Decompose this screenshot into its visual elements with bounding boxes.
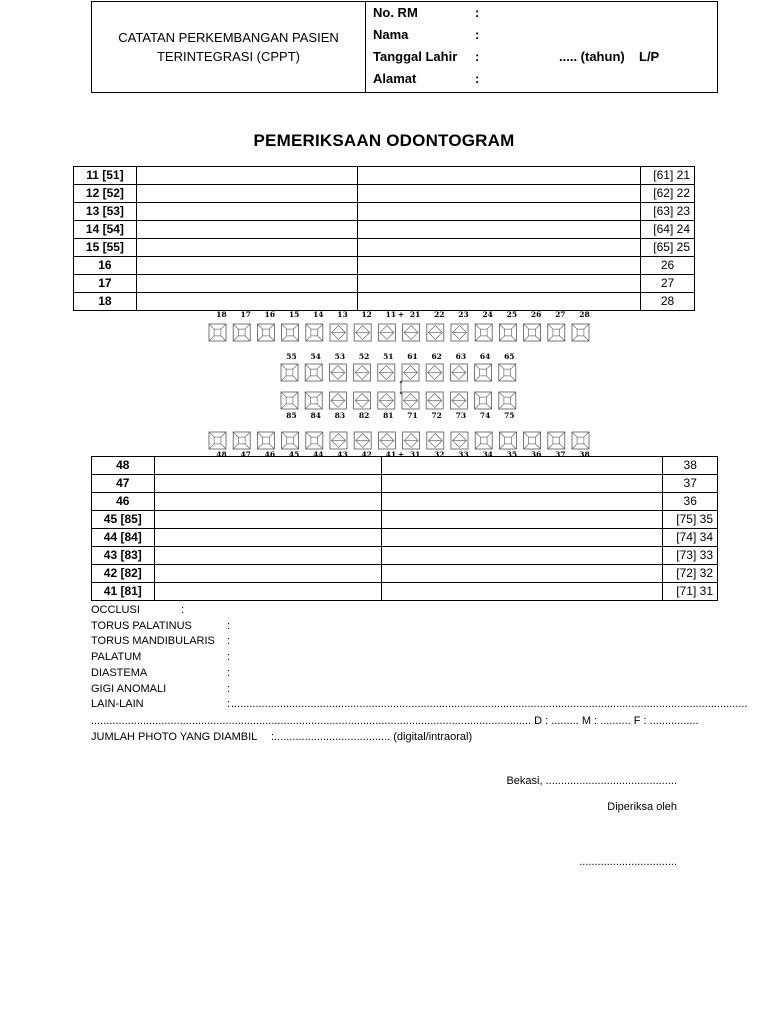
tooth-chart[interactable] (330, 432, 347, 449)
form-title (92, 2, 366, 92)
tooth-number-left: 43 [83] (92, 547, 155, 565)
tooth-chart[interactable] (451, 432, 468, 449)
tooth-number-label: 44 (313, 450, 324, 458)
tooth-chart[interactable] (475, 392, 492, 409)
patient-info-colon: : (475, 5, 480, 20)
dmf-line[interactable]: ................................................................................................................................................ D : ......... M : .......... F : ................ (91, 715, 699, 727)
table-row (74, 257, 695, 275)
tooth-number-label: 26 (530, 310, 542, 319)
tooth-chart[interactable] (282, 432, 299, 449)
tooth-number-label: 14 (313, 310, 324, 319)
exam-field (91, 619, 231, 633)
tooth-chart[interactable] (329, 392, 346, 409)
tooth-note-cell[interactable] (154, 565, 381, 583)
tooth-number-label: 54 (310, 352, 321, 361)
tooth-chart[interactable] (281, 364, 298, 381)
tooth-chart[interactable] (233, 324, 250, 341)
tooth-number-label: 38 (579, 450, 590, 458)
tooth-chart[interactable] (378, 432, 395, 449)
odontogram-diagram (205, 308, 597, 458)
exam-field (91, 666, 231, 680)
tooth-number-label: 55 (286, 352, 297, 361)
tooth-number-right: [63] 23 (641, 203, 695, 221)
tooth-chart[interactable] (329, 364, 346, 381)
tooth-chart[interactable] (403, 432, 420, 449)
tooth-number-right: [61] 21 (641, 167, 695, 185)
tooth-number-left: 48 (92, 457, 155, 475)
tooth-note-cell[interactable] (154, 493, 381, 511)
photo-count-label: JUMLAH PHOTO YANG DIAMBIL (91, 731, 258, 743)
tooth-chart[interactable] (427, 432, 444, 449)
tooth-number-label: 65 (504, 352, 515, 361)
tooth-note-cell[interactable] (154, 529, 381, 547)
tooth-number-label: 12 (361, 310, 372, 319)
tooth-chart[interactable] (499, 324, 516, 341)
patient-info (366, 2, 717, 92)
tooth-number-right: 37 (663, 475, 718, 493)
tooth-note-cell[interactable] (154, 547, 381, 565)
patient-header (91, 1, 718, 93)
page-title: PEMERIKSAAN ODONTOGRAM (253, 131, 515, 150)
tooth-chart[interactable] (282, 324, 299, 341)
patient-info-row (373, 47, 713, 67)
tooth-chart[interactable] (499, 432, 516, 449)
tooth-number-left: 42 [82] (92, 565, 155, 583)
tooth-number-left: 45 [85] (92, 511, 155, 529)
tooth-number-right: [65] 25 (641, 239, 695, 257)
tooth-chart[interactable] (499, 364, 516, 381)
exam-field (91, 603, 185, 617)
tooth-note-cell[interactable] (381, 475, 663, 493)
tooth-chart[interactable] (451, 324, 468, 341)
signature-line[interactable]: ................................ (579, 856, 677, 868)
tooth-number-label: 28 (579, 310, 590, 319)
form-title-line2: TERINTEGRASI (CPPT) (156, 49, 300, 64)
tooth-number-left: 14 [54] (74, 221, 137, 239)
tooth-note-cell[interactable] (136, 167, 357, 185)
tooth-number-label: 34 (482, 450, 493, 458)
tooth-chart[interactable] (572, 324, 589, 341)
form-title-line1: CATATAN PERKEMBANGAN PASIEN (118, 30, 339, 45)
tooth-number-label: 71 (407, 411, 418, 420)
tooth-number-label: 31 (409, 450, 421, 458)
tooth-note-cell[interactable] (357, 275, 640, 293)
tooth-chart[interactable] (233, 432, 250, 449)
tooth-number-label: 61 (407, 352, 418, 361)
tooth-number-label: 18 (216, 310, 227, 319)
tooth-chart[interactable] (330, 324, 347, 341)
table-row (74, 185, 695, 203)
tooth-note-cell[interactable] (136, 257, 357, 275)
tooth-chart[interactable] (524, 324, 541, 341)
upper-teeth-table (73, 166, 695, 311)
tooth-note-cell[interactable] (136, 221, 357, 239)
exam-field (91, 697, 748, 711)
tooth-note-cell[interactable] (357, 221, 640, 239)
tooth-chart[interactable] (354, 324, 371, 341)
tooth-number-label: 48 (216, 450, 227, 458)
table-row (74, 275, 695, 293)
sex-field[interactable]: L/P (639, 49, 660, 64)
exam-field-label: PALATUM (91, 651, 142, 664)
tooth-number-label: 11 (385, 310, 397, 319)
tooth-note-cell[interactable] (381, 583, 663, 601)
tooth-note-cell[interactable] (381, 529, 663, 547)
tooth-chart[interactable] (426, 364, 443, 381)
tooth-note-cell[interactable] (357, 203, 640, 221)
tooth-note-cell[interactable] (381, 511, 663, 529)
tooth-number-label: 41 (385, 450, 397, 458)
tooth-number-label: 22 (434, 310, 445, 319)
tooth-note-cell[interactable] (357, 239, 640, 257)
exam-field-colon: : (227, 698, 231, 711)
tooth-number-label: 62 (431, 352, 442, 361)
tooth-number-label: 24 (482, 310, 493, 319)
tooth-note-cell[interactable] (381, 493, 663, 511)
tooth-number-right: 27 (641, 275, 695, 293)
patient-info-colon: : (475, 49, 480, 64)
tooth-chart[interactable] (475, 364, 492, 381)
tooth-number-label: 47 (240, 450, 251, 458)
tooth-chart[interactable] (402, 392, 419, 409)
tooth-number-right: [72] 32 (663, 565, 718, 583)
exam-field (91, 650, 231, 664)
tooth-number-label: 81 (383, 411, 394, 420)
tooth-number-left: 46 (92, 493, 155, 511)
tooth-chart[interactable] (524, 432, 541, 449)
tooth-number-left: 13 [53] (74, 203, 137, 221)
tooth-chart[interactable] (548, 324, 565, 341)
tooth-note-cell[interactable] (154, 457, 381, 475)
patient-info-label: Tanggal Lahir (373, 49, 458, 64)
midline-mark: + (397, 450, 405, 458)
tooth-chart[interactable] (281, 392, 298, 409)
table-row (92, 547, 718, 565)
patient-info-colon: : (475, 27, 480, 42)
tooth-note-cell[interactable] (136, 275, 357, 293)
tooth-number-label: 13 (337, 310, 348, 319)
exam-field-label: TORUS MANDIBULARIS (91, 635, 215, 648)
tooth-number-left: 16 (74, 257, 137, 275)
tooth-number-label: 83 (334, 411, 346, 420)
tooth-number-right: [74] 34 (663, 529, 718, 547)
tooth-chart[interactable] (305, 364, 322, 381)
tooth-number-label: 33 (458, 450, 469, 458)
tooth-number-label: 27 (555, 310, 566, 319)
tooth-note-cell[interactable] (381, 457, 663, 475)
tooth-chart[interactable] (354, 364, 371, 381)
table-row (74, 203, 695, 221)
tooth-chart[interactable] (378, 392, 395, 409)
exam-field (91, 682, 231, 696)
exam-field-label: LAIN-LAIN (91, 698, 144, 711)
tooth-note-cell[interactable] (357, 185, 640, 203)
tooth-chart[interactable] (548, 432, 565, 449)
tooth-chart[interactable] (305, 392, 322, 409)
tooth-number-left: 11 [51] (74, 167, 137, 185)
tooth-number-label: 42 (361, 450, 372, 458)
tooth-note-cell[interactable] (357, 167, 640, 185)
exam-field-colon: : (227, 666, 231, 679)
tooth-number-label: 85 (286, 411, 297, 420)
tooth-note-cell[interactable] (381, 547, 663, 565)
place-date[interactable]: Bekasi, ........................................... (506, 775, 677, 787)
age-field[interactable]: ..... (tahun) (559, 49, 625, 64)
tooth-number-label: 15 (288, 310, 300, 319)
tooth-number-label: 37 (555, 450, 566, 458)
exam-field-label: TORUS PALATINUS (91, 619, 192, 632)
patient-info-row (373, 69, 713, 89)
tooth-number-label: 74 (479, 411, 491, 420)
tooth-chart[interactable] (306, 324, 323, 341)
table-row (92, 475, 718, 493)
tooth-number-label: 16 (264, 310, 276, 319)
exam-field-label: DIASTEMA (91, 666, 148, 679)
tooth-note-cell[interactable] (154, 583, 381, 601)
midline-dot (400, 381, 403, 384)
table-row (74, 221, 695, 239)
tooth-number-label: 63 (455, 352, 467, 361)
tooth-number-left: 15 [55] (74, 239, 137, 257)
tooth-note-cell[interactable] (381, 565, 663, 583)
exam-field-colon: : (181, 604, 185, 616)
exam-field-label: OCCLUSI (91, 604, 140, 616)
tooth-number-right: [71] 31 (663, 583, 718, 601)
tooth-chart[interactable] (499, 392, 516, 409)
tooth-number-label: 43 (337, 450, 348, 458)
table-row (74, 239, 695, 257)
tooth-number-label: 46 (264, 450, 276, 458)
tooth-chart[interactable] (378, 364, 395, 381)
tooth-chart[interactable] (426, 392, 443, 409)
tooth-number-label: 52 (358, 352, 370, 361)
exam-field-colon: : (227, 682, 231, 695)
tooth-chart[interactable] (475, 432, 492, 449)
tooth-number-label: 53 (334, 352, 346, 361)
tooth-chart[interactable] (450, 364, 467, 381)
exam-field (91, 634, 231, 648)
tooth-number-label: 84 (310, 411, 321, 420)
tooth-number-right: 36 (663, 493, 718, 511)
exam-field-colon: : (227, 619, 231, 632)
tooth-chart[interactable] (354, 392, 371, 409)
table-row (92, 493, 718, 511)
table-row (92, 565, 718, 583)
tooth-number-label: 73 (455, 411, 467, 420)
tooth-number-right: [75] 35 (663, 511, 718, 529)
tooth-note-cell[interactable] (154, 475, 381, 493)
exam-field-value[interactable]: ......................................................................................................................................................................... (231, 698, 748, 711)
tooth-number-right: [64] 24 (641, 221, 695, 239)
tooth-chart[interactable] (378, 324, 395, 341)
exam-field-colon: : (227, 635, 231, 648)
tooth-number-label: 82 (358, 411, 370, 420)
tooth-chart[interactable] (209, 324, 226, 341)
tooth-number-right: [62] 22 (641, 185, 695, 203)
lower-teeth-table (91, 456, 718, 601)
table-row (92, 583, 718, 601)
tooth-number-label: 72 (431, 411, 442, 420)
tooth-chart[interactable] (427, 324, 444, 341)
tooth-number-label: 23 (458, 310, 469, 319)
table-row (92, 529, 718, 547)
tooth-chart[interactable] (257, 432, 274, 449)
checked-by-label: Diperiksa oleh (607, 801, 677, 813)
tooth-chart[interactable] (209, 432, 226, 449)
tooth-number-label: 21 (409, 310, 421, 319)
tooth-chart[interactable] (572, 432, 589, 449)
tooth-number-right: 28 (641, 293, 695, 311)
midline-mark: + (397, 310, 405, 319)
tooth-chart[interactable] (403, 324, 420, 341)
tooth-note-cell[interactable] (154, 511, 381, 529)
patient-info-label: Nama (373, 27, 409, 42)
tooth-chart[interactable] (450, 392, 467, 409)
exam-field-label: GIGI ANOMALI (91, 682, 167, 695)
tooth-number-label: 64 (479, 352, 491, 361)
photo-count-field[interactable]: :...................................... (digital/intraoral) (271, 731, 473, 743)
tooth-note-cell[interactable] (357, 257, 640, 275)
tooth-number-label: 36 (530, 450, 542, 458)
table-row (92, 457, 718, 475)
patient-info-label: Alamat (373, 71, 417, 86)
tooth-number-right: 26 (641, 257, 695, 275)
tooth-chart[interactable] (354, 432, 371, 449)
tooth-number-label: 45 (288, 450, 300, 458)
patient-info-label: No. RM (373, 5, 418, 20)
tooth-number-label: 17 (240, 310, 251, 319)
tooth-number-left: 18 (74, 293, 137, 311)
tooth-number-label: 75 (504, 411, 515, 420)
tooth-chart[interactable] (475, 324, 492, 341)
tooth-number-label: 35 (506, 450, 518, 458)
patient-info-colon: : (475, 71, 480, 86)
tooth-number-right: 38 (663, 457, 718, 475)
patient-info-row (373, 25, 713, 45)
tooth-chart[interactable] (402, 364, 419, 381)
table-row (74, 167, 695, 185)
table-row (92, 511, 718, 529)
tooth-chart[interactable] (306, 432, 323, 449)
exam-field-colon: : (227, 651, 231, 664)
tooth-number-left: 47 (92, 475, 155, 493)
patient-info-row (373, 3, 713, 23)
tooth-number-left: 44 [84] (92, 529, 155, 547)
tooth-number-right: [73] 33 (663, 547, 718, 565)
tooth-number-label: 51 (383, 352, 394, 361)
tooth-note-cell[interactable] (136, 239, 357, 257)
tooth-note-cell[interactable] (136, 203, 357, 221)
tooth-number-left: 12 [52] (74, 185, 137, 203)
tooth-number-label: 25 (506, 310, 518, 319)
tooth-note-cell[interactable] (136, 185, 357, 203)
tooth-number-left: 41 [81] (92, 583, 155, 601)
tooth-chart[interactable] (257, 324, 274, 341)
tooth-number-left: 17 (74, 275, 137, 293)
tooth-number-label: 32 (434, 450, 445, 458)
